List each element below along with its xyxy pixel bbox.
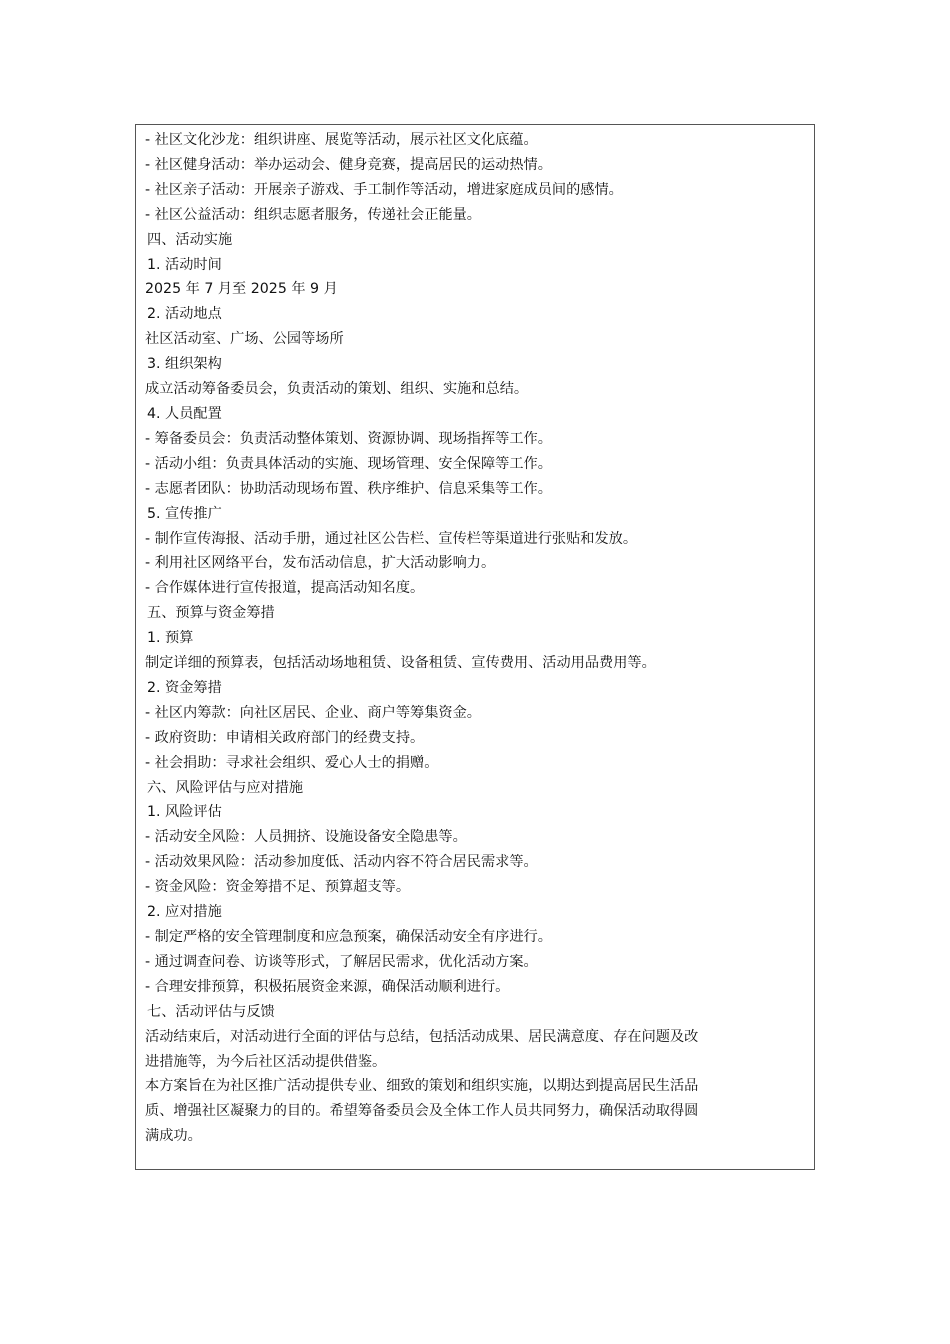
section-heading: 六、风险评估与应对措施 [147, 779, 304, 796]
paragraph-line: 满成功。 [145, 1128, 202, 1145]
body-line: 社区活动室、广场、公园等场所 [145, 331, 344, 348]
subsection-heading: 1. 风险评估 [147, 804, 222, 821]
subsection-heading: 2. 活动地点 [147, 306, 222, 323]
paragraph-line: 质、增强社区凝聚力的目的。希望筹备委员会及全体工作人员共同努力，确保活动取得圆 [145, 1103, 699, 1120]
body-line: 2025 年 7 月至 2025 年 9 月 [145, 281, 338, 298]
evaluation-paragraph [145, 1025, 809, 1075]
subsection-heading: 4. 人员配置 [147, 405, 222, 422]
subsection-heading: 2. 应对措施 [147, 904, 222, 921]
subsection-heading: 1. 预算 [147, 630, 194, 647]
bullet-line: - 制作宣传海报、活动手册，通过社区公告栏、宣传栏等渠道进行张贴和发放。 [145, 530, 638, 547]
bullet-line: - 通过调查问卷、访谈等形式，了解居民需求，优化活动方案。 [145, 953, 538, 970]
document-body [145, 128, 809, 1149]
bullet-line: - 政府资助：申请相关政府部门的经费支持。 [145, 729, 425, 746]
bullet-line: - 活动小组：负责具体活动的实施、现场管理、安全保障等工作。 [145, 455, 552, 472]
bullet-line: - 社区亲子活动：开展亲子游戏、手工制作等活动，增进家庭成员间的感情。 [145, 181, 623, 198]
section-heading: 四、活动实施 [147, 231, 233, 248]
bullet-line: - 社区内筹款：向社区居民、企业、商户等筹集资金。 [145, 704, 481, 721]
bullet-line: - 合理安排预算，积极拓展资金来源，确保活动顺利进行。 [145, 978, 510, 995]
bullet-line: - 资金风险：资金筹措不足、预算超支等。 [145, 879, 411, 896]
bullet-line: - 合作媒体进行宣传报道，提高活动知名度。 [145, 580, 425, 597]
paragraph-line: 活动结束后，对活动进行全面的评估与总结，包括活动成果、居民满意度、存在问题及改 [145, 1028, 699, 1045]
section-heading: 五、预算与资金筹措 [147, 605, 275, 622]
bullet-line: - 活动安全风险：人员拥挤、设施设备安全隐患等。 [145, 829, 467, 846]
body-line: 成立活动筹备委员会，负责活动的策划、组织、实施和总结。 [145, 381, 529, 398]
subsection-heading: 2. 资金筹措 [147, 679, 222, 696]
closing-paragraph [145, 1074, 809, 1149]
bullet-line: - 社区文化沙龙：组织讲座、展览等活动，展示社区文化底蕴。 [145, 132, 538, 148]
subsection-heading: 3. 组织架构 [147, 356, 222, 373]
body-line: 制定详细的预算表，包括活动场地租赁、设备租赁、宣传费用、活动用品费用等。 [145, 655, 656, 672]
section-heading: 七、活动评估与反馈 [147, 1003, 275, 1020]
subsection-heading: 5. 宣传推广 [147, 505, 222, 522]
bullet-line: - 社区健身活动：举办运动会、健身竞赛，提高居民的运动热情。 [145, 156, 552, 173]
paragraph-line: 进措施等，为今后社区活动提供借鉴。 [145, 1053, 387, 1070]
content-table-cell [135, 124, 815, 1170]
bullet-line: - 利用社区网络平台，发布活动信息，扩大活动影响力。 [145, 555, 496, 572]
bullet-line: - 志愿者团队：协助活动现场布置、秩序维护、信息采集等工作。 [145, 480, 552, 497]
bullet-line: - 活动效果风险：活动参加度低、活动内容不符合居民需求等。 [145, 854, 538, 871]
bullet-line: - 制定严格的安全管理制度和应急预案，确保活动安全有序进行。 [145, 929, 552, 945]
bullet-line: - 筹备委员会：负责活动整体策划、资源协调、现场指挥等工作。 [145, 430, 552, 447]
subsection-heading: 1. 活动时间 [147, 256, 222, 273]
bullet-line: - 社区公益活动：组织志愿者服务，传递社会正能量。 [145, 206, 481, 223]
bullet-line: - 社会捐助：寻求社会组织、爱心人士的捐赠。 [145, 754, 439, 771]
paragraph-line: 本方案旨在为社区推广活动提供专业、细致的策划和组织实施，以期达到提高居民生活品 [145, 1078, 699, 1095]
